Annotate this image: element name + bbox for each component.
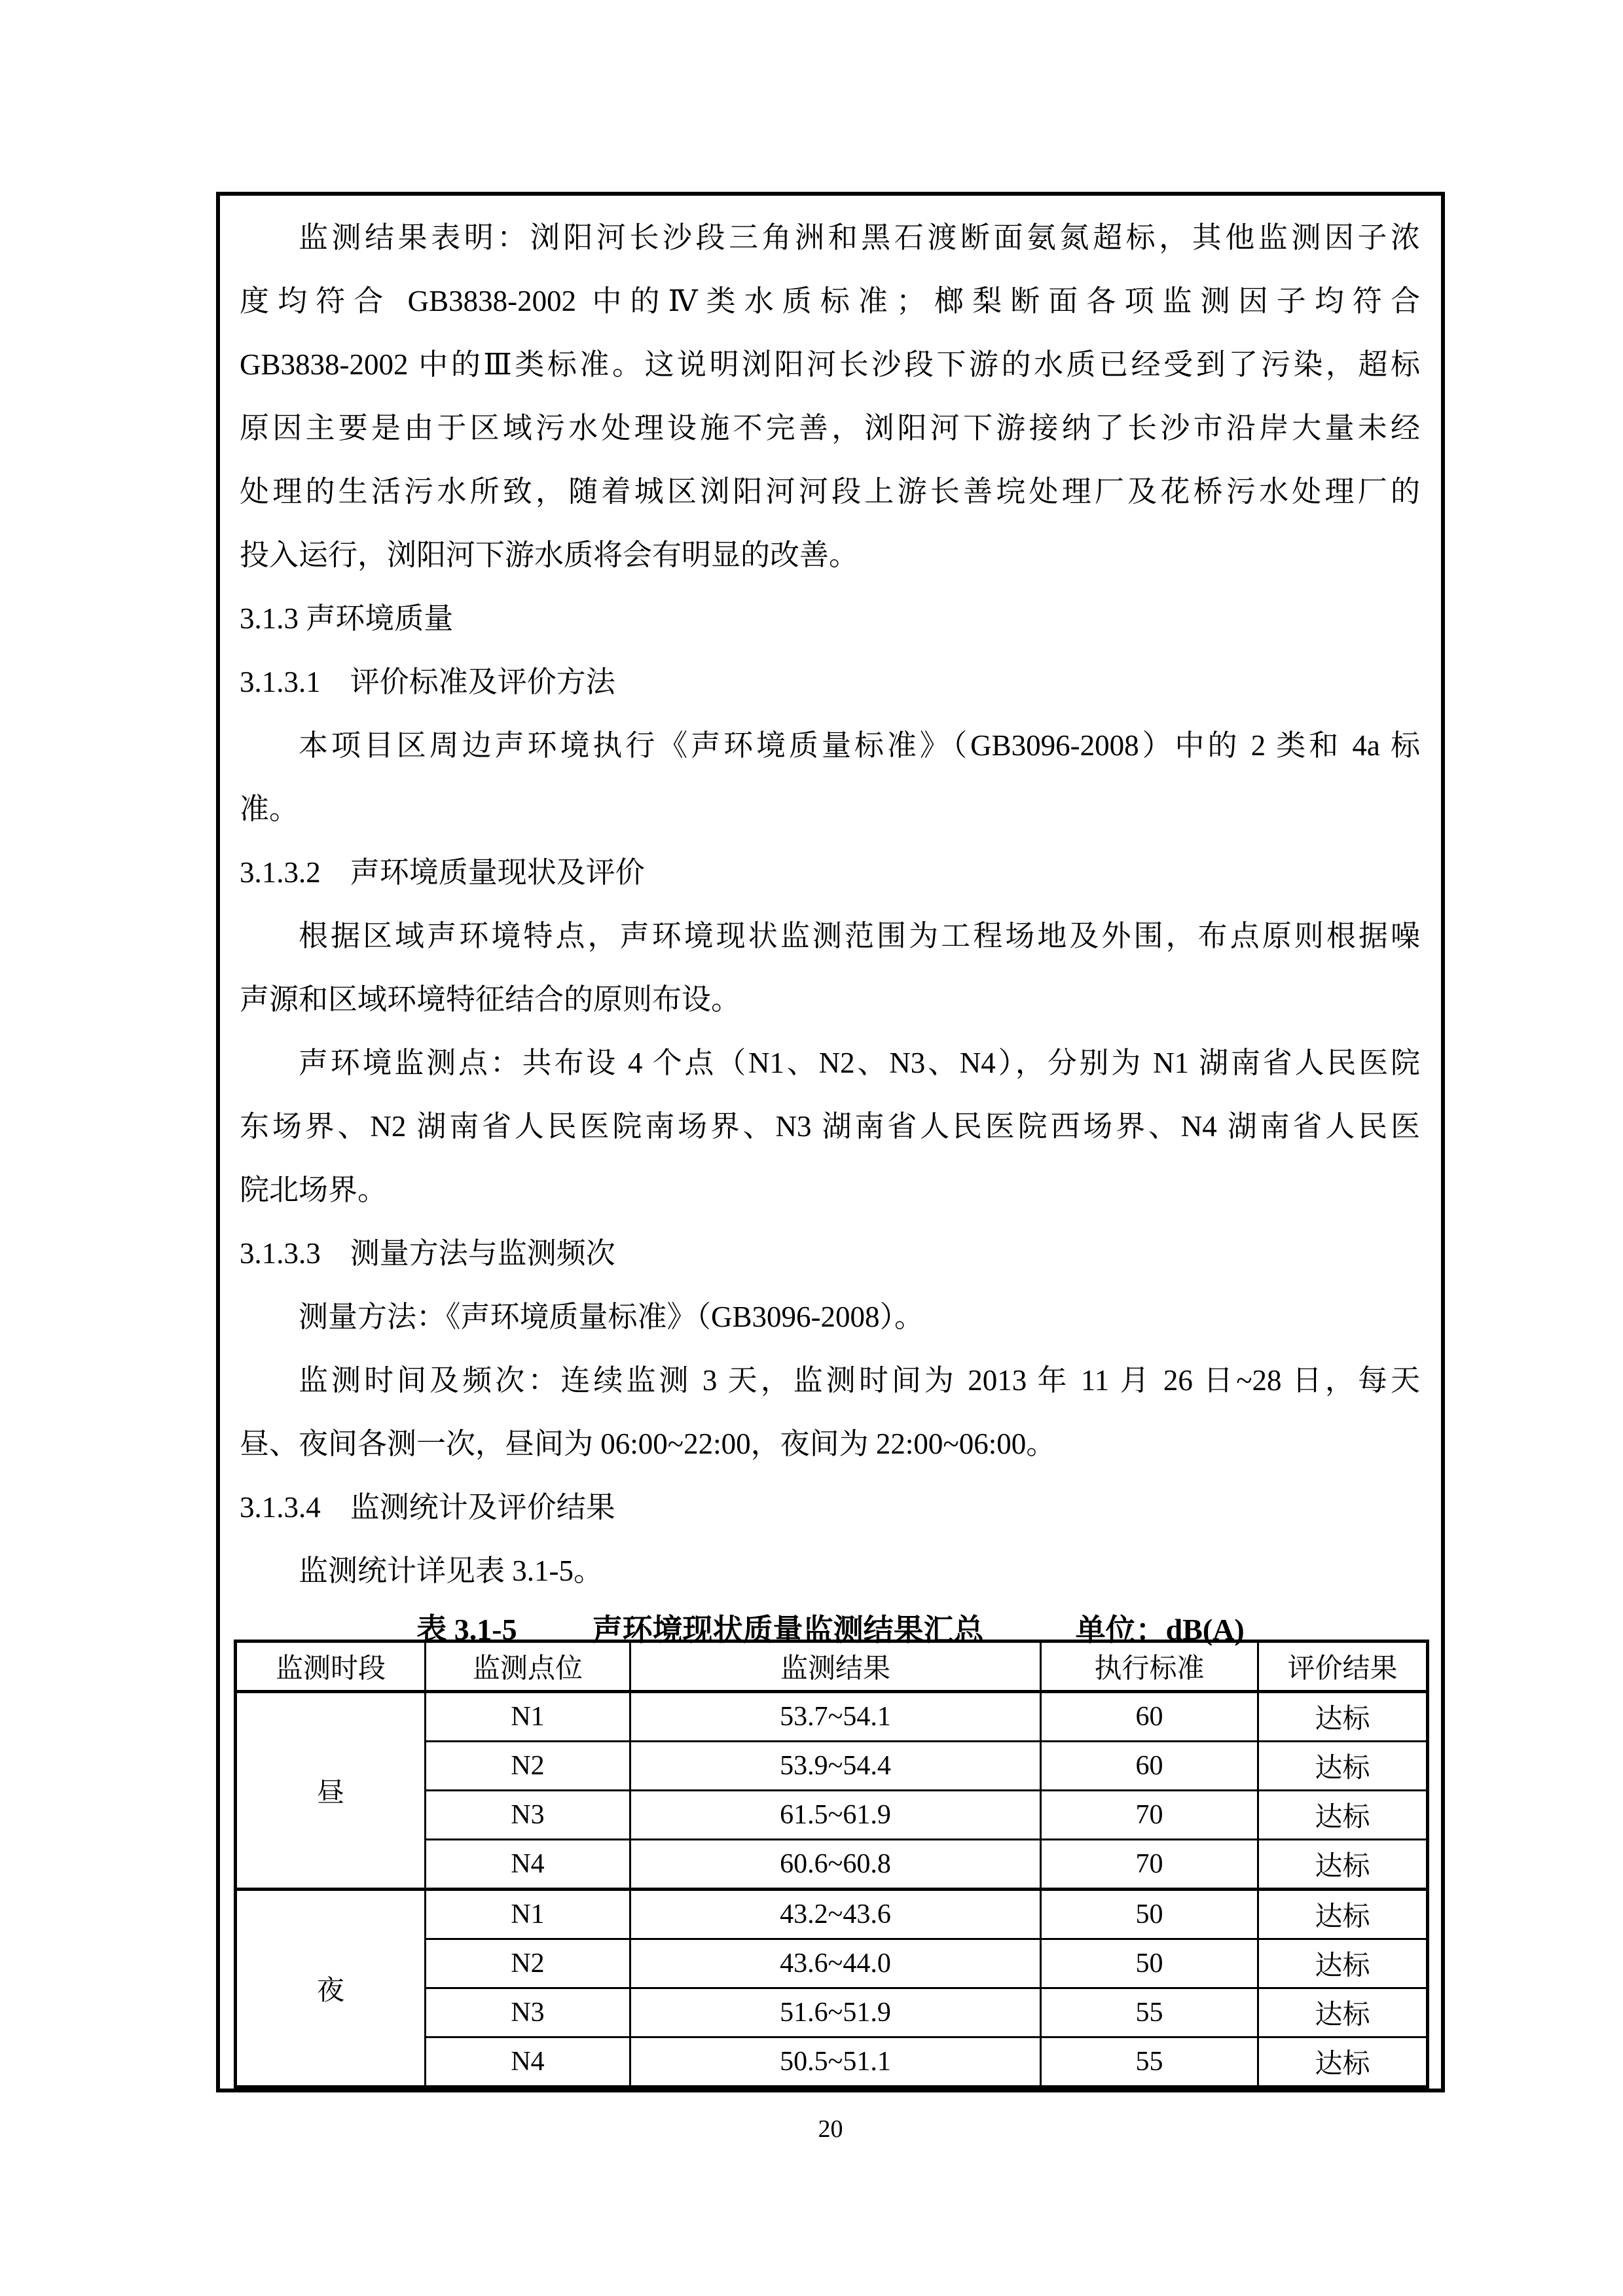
body-text-line: 本项目区周边声环境执行《声环境质量标准》（GB3096-2008）中的 2 类和 4a 标	[299, 729, 1420, 762]
result-cell: 50.5~51.1	[630, 2037, 1041, 2087]
section-heading: 3.1.3.3 测量方法与监测频次	[240, 1237, 615, 1270]
body-text-line: 声源和区域环境特征结合的原则布设。	[240, 983, 741, 1016]
period-cell: 夜	[236, 1890, 426, 2087]
table-header-row	[236, 1641, 1428, 1692]
column-header: 评价结果	[1258, 1641, 1428, 1692]
standard-cell: 55	[1041, 1988, 1258, 2037]
point-cell: N4	[426, 2037, 630, 2087]
point-cell: N1	[426, 1692, 630, 1742]
text-area	[240, 206, 1420, 1603]
body-text-line: GB3838-2002 中的Ⅲ类标准。这说明浏阳河长沙段下游的水质已经受到了污染，超标	[240, 348, 1420, 381]
noise-monitoring-table	[234, 1640, 1429, 2089]
body-text-line: 东场界、N2 湖南省人民医院南场界、N3 湖南省人民医院西场界、N4 湖南省人民医	[240, 1110, 1420, 1143]
standard-cell: 70	[1041, 1791, 1258, 1840]
point-cell: N1	[426, 1890, 630, 1939]
result-cell: 53.7~54.1	[630, 1692, 1041, 1742]
standard-cell: 55	[1041, 2037, 1258, 2087]
body-text-line: 原因主要是由于区域污水处理设施不完善，浏阳河下游接纳了长沙市沿岸大量未经	[240, 412, 1420, 444]
table-row	[236, 1890, 1428, 1939]
section-heading: 3.1.3.2 声环境质量现状及评价	[240, 856, 645, 889]
body-text-line: 度均符合 GB3838-2002 中的Ⅳ类水质标准；榔梨断面各项监测因子均符合	[240, 285, 1420, 317]
result-cell: 43.2~43.6	[630, 1890, 1041, 1939]
point-cell: N2	[426, 1939, 630, 1988]
body-text-line: 根据区域声环境特点，声环境现状监测范围为工程场地及外围，布点原则根据噪	[299, 920, 1420, 952]
point-cell: N3	[426, 1988, 630, 2037]
result-cell: 53.9~54.4	[630, 1742, 1041, 1791]
body-text-line: 声环境监测点：共布设 4 个点（N1、N2、N3、N4），分别为 N1 湖南省人民医院	[299, 1047, 1420, 1079]
evaluation-cell: 达标	[1258, 1742, 1428, 1791]
evaluation-cell: 达标	[1258, 1840, 1428, 1890]
body-text-line: 测量方法：《声环境质量标准》（GB3096-2008）。	[299, 1300, 924, 1333]
standard-cell: 60	[1041, 1692, 1258, 1742]
point-cell: N2	[426, 1742, 630, 1791]
result-cell: 61.5~61.9	[630, 1791, 1041, 1840]
evaluation-cell: 达标	[1258, 1692, 1428, 1742]
section-heading: 3.1.3.4 监测统计及评价结果	[240, 1491, 615, 1524]
content-box	[216, 192, 1445, 2092]
evaluation-cell: 达标	[1258, 1890, 1428, 1939]
body-text-line: 院北场界。	[240, 1174, 388, 1206]
result-cell: 43.6~44.0	[630, 1939, 1041, 1988]
standard-cell: 60	[1041, 1742, 1258, 1791]
period-cell: 昼	[236, 1692, 426, 1890]
section-heading: 3.1.3 声环境质量	[240, 602, 454, 635]
result-cell: 51.6~51.9	[630, 1988, 1041, 2037]
body-text-line: 监测时间及频次：连续监测 3 天，监测时间为 2013 年 11 月 26 日~28 日，每天	[299, 1364, 1420, 1397]
section-heading: 3.1.3.1 评价标准及评价方法	[240, 666, 615, 698]
table-caption-unit-value: dB(A)	[1165, 1613, 1245, 1646]
table-row	[236, 1692, 1428, 1742]
table-caption-title: 声环境现状质量监测结果汇总	[592, 1613, 984, 1647]
evaluation-cell: 达标	[1258, 1791, 1428, 1840]
column-header: 监测时段	[236, 1641, 426, 1692]
point-cell: N4	[426, 1840, 630, 1890]
body-text-line: 处理的生活污水所致，随着城区浏阳河河段上游长善垸处理厂及花桥污水处理厂的	[240, 475, 1420, 508]
body-text-line: 投入运行，浏阳河下游水质将会有明显的改善。	[240, 539, 859, 571]
column-header: 监测点位	[426, 1641, 630, 1692]
table-caption-unit-prefix: 单位：	[1075, 1613, 1166, 1647]
body-text-line: 准。	[240, 793, 299, 825]
page-number: 20	[818, 2115, 843, 2143]
column-header: 执行标准	[1041, 1641, 1258, 1692]
body-text-line: 监测统计详见表 3.1-5。	[299, 1554, 603, 1587]
evaluation-cell: 达标	[1258, 2037, 1428, 2087]
standard-cell: 50	[1041, 1890, 1258, 1939]
standard-cell: 50	[1041, 1939, 1258, 1988]
table-caption-label: 表 3.1-5	[416, 1613, 517, 1646]
body-text-line: 昼、夜间各测一次，昼间为 06:00~22:00，夜间为 22:00~06:00。	[240, 1427, 1056, 1460]
evaluation-cell: 达标	[1258, 1939, 1428, 1988]
standard-cell: 70	[1041, 1840, 1258, 1890]
point-cell: N3	[426, 1791, 630, 1840]
column-header: 监测结果	[630, 1641, 1041, 1692]
result-cell: 60.6~60.8	[630, 1840, 1041, 1890]
evaluation-cell: 达标	[1258, 1988, 1428, 2037]
body-text-line: 监测结果表明：浏阳河长沙段三角洲和黑石渡断面氨氮超标，其他监测因子浓	[299, 221, 1420, 254]
